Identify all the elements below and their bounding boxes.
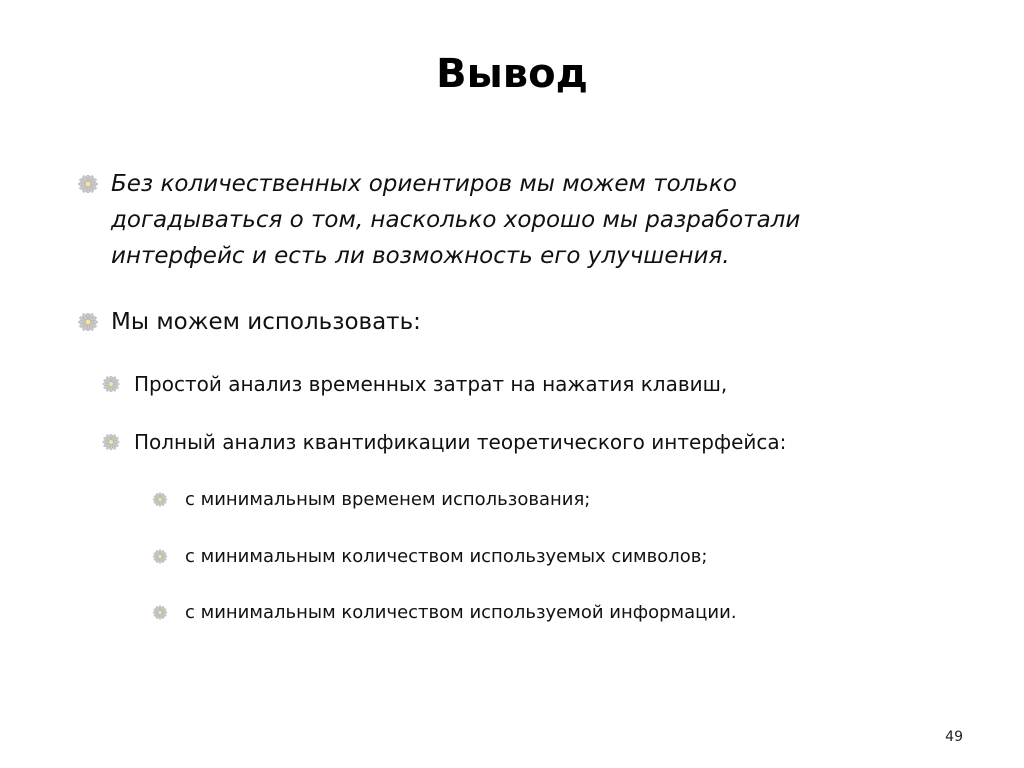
bullet-min-symbols [149, 544, 707, 570]
bullet-min-usage-time [149, 487, 590, 513]
bullet-quantitative-guidelines [73, 166, 800, 274]
bullet-text: Простой анализ временных затрат на нажатия клавиш, [134, 372, 728, 396]
bullet-full-quantification-analysis [98, 427, 786, 457]
bullet-we-can-use [73, 304, 421, 340]
bullet-text: с минимальным количеством используемых символов; [185, 546, 708, 567]
bullet-text: Мы можем использовать: [111, 309, 421, 335]
daisy-flower-icon [149, 605, 171, 620]
daisy-flower-icon [98, 434, 124, 450]
daisy-flower-icon [98, 376, 124, 392]
bullet-text [111, 166, 800, 274]
daisy-flower-icon [149, 549, 171, 564]
bullet-text: Полный анализ квантификации теоретического интерфейса: [134, 430, 787, 454]
slide-title: Вывод [436, 51, 588, 97]
bullet-min-information [149, 600, 737, 626]
bullet-line: Без количественных ориентиров мы можем только [111, 171, 737, 197]
bullet-text: с минимальным количеством используемой информации. [185, 602, 737, 623]
bullet-keystroke-analysis [98, 369, 727, 399]
bullet-line: догадываться о том, насколько хорошо мы разработали [111, 207, 801, 233]
bullet-line: интерфейс и есть ли возможность его улучшения. [111, 243, 730, 269]
page-number: 49 [945, 729, 963, 745]
daisy-flower-icon [149, 492, 171, 507]
daisy-flower-icon [73, 175, 103, 193]
daisy-flower-icon [73, 313, 103, 331]
bullet-text: с минимальным временем использования; [185, 489, 591, 510]
